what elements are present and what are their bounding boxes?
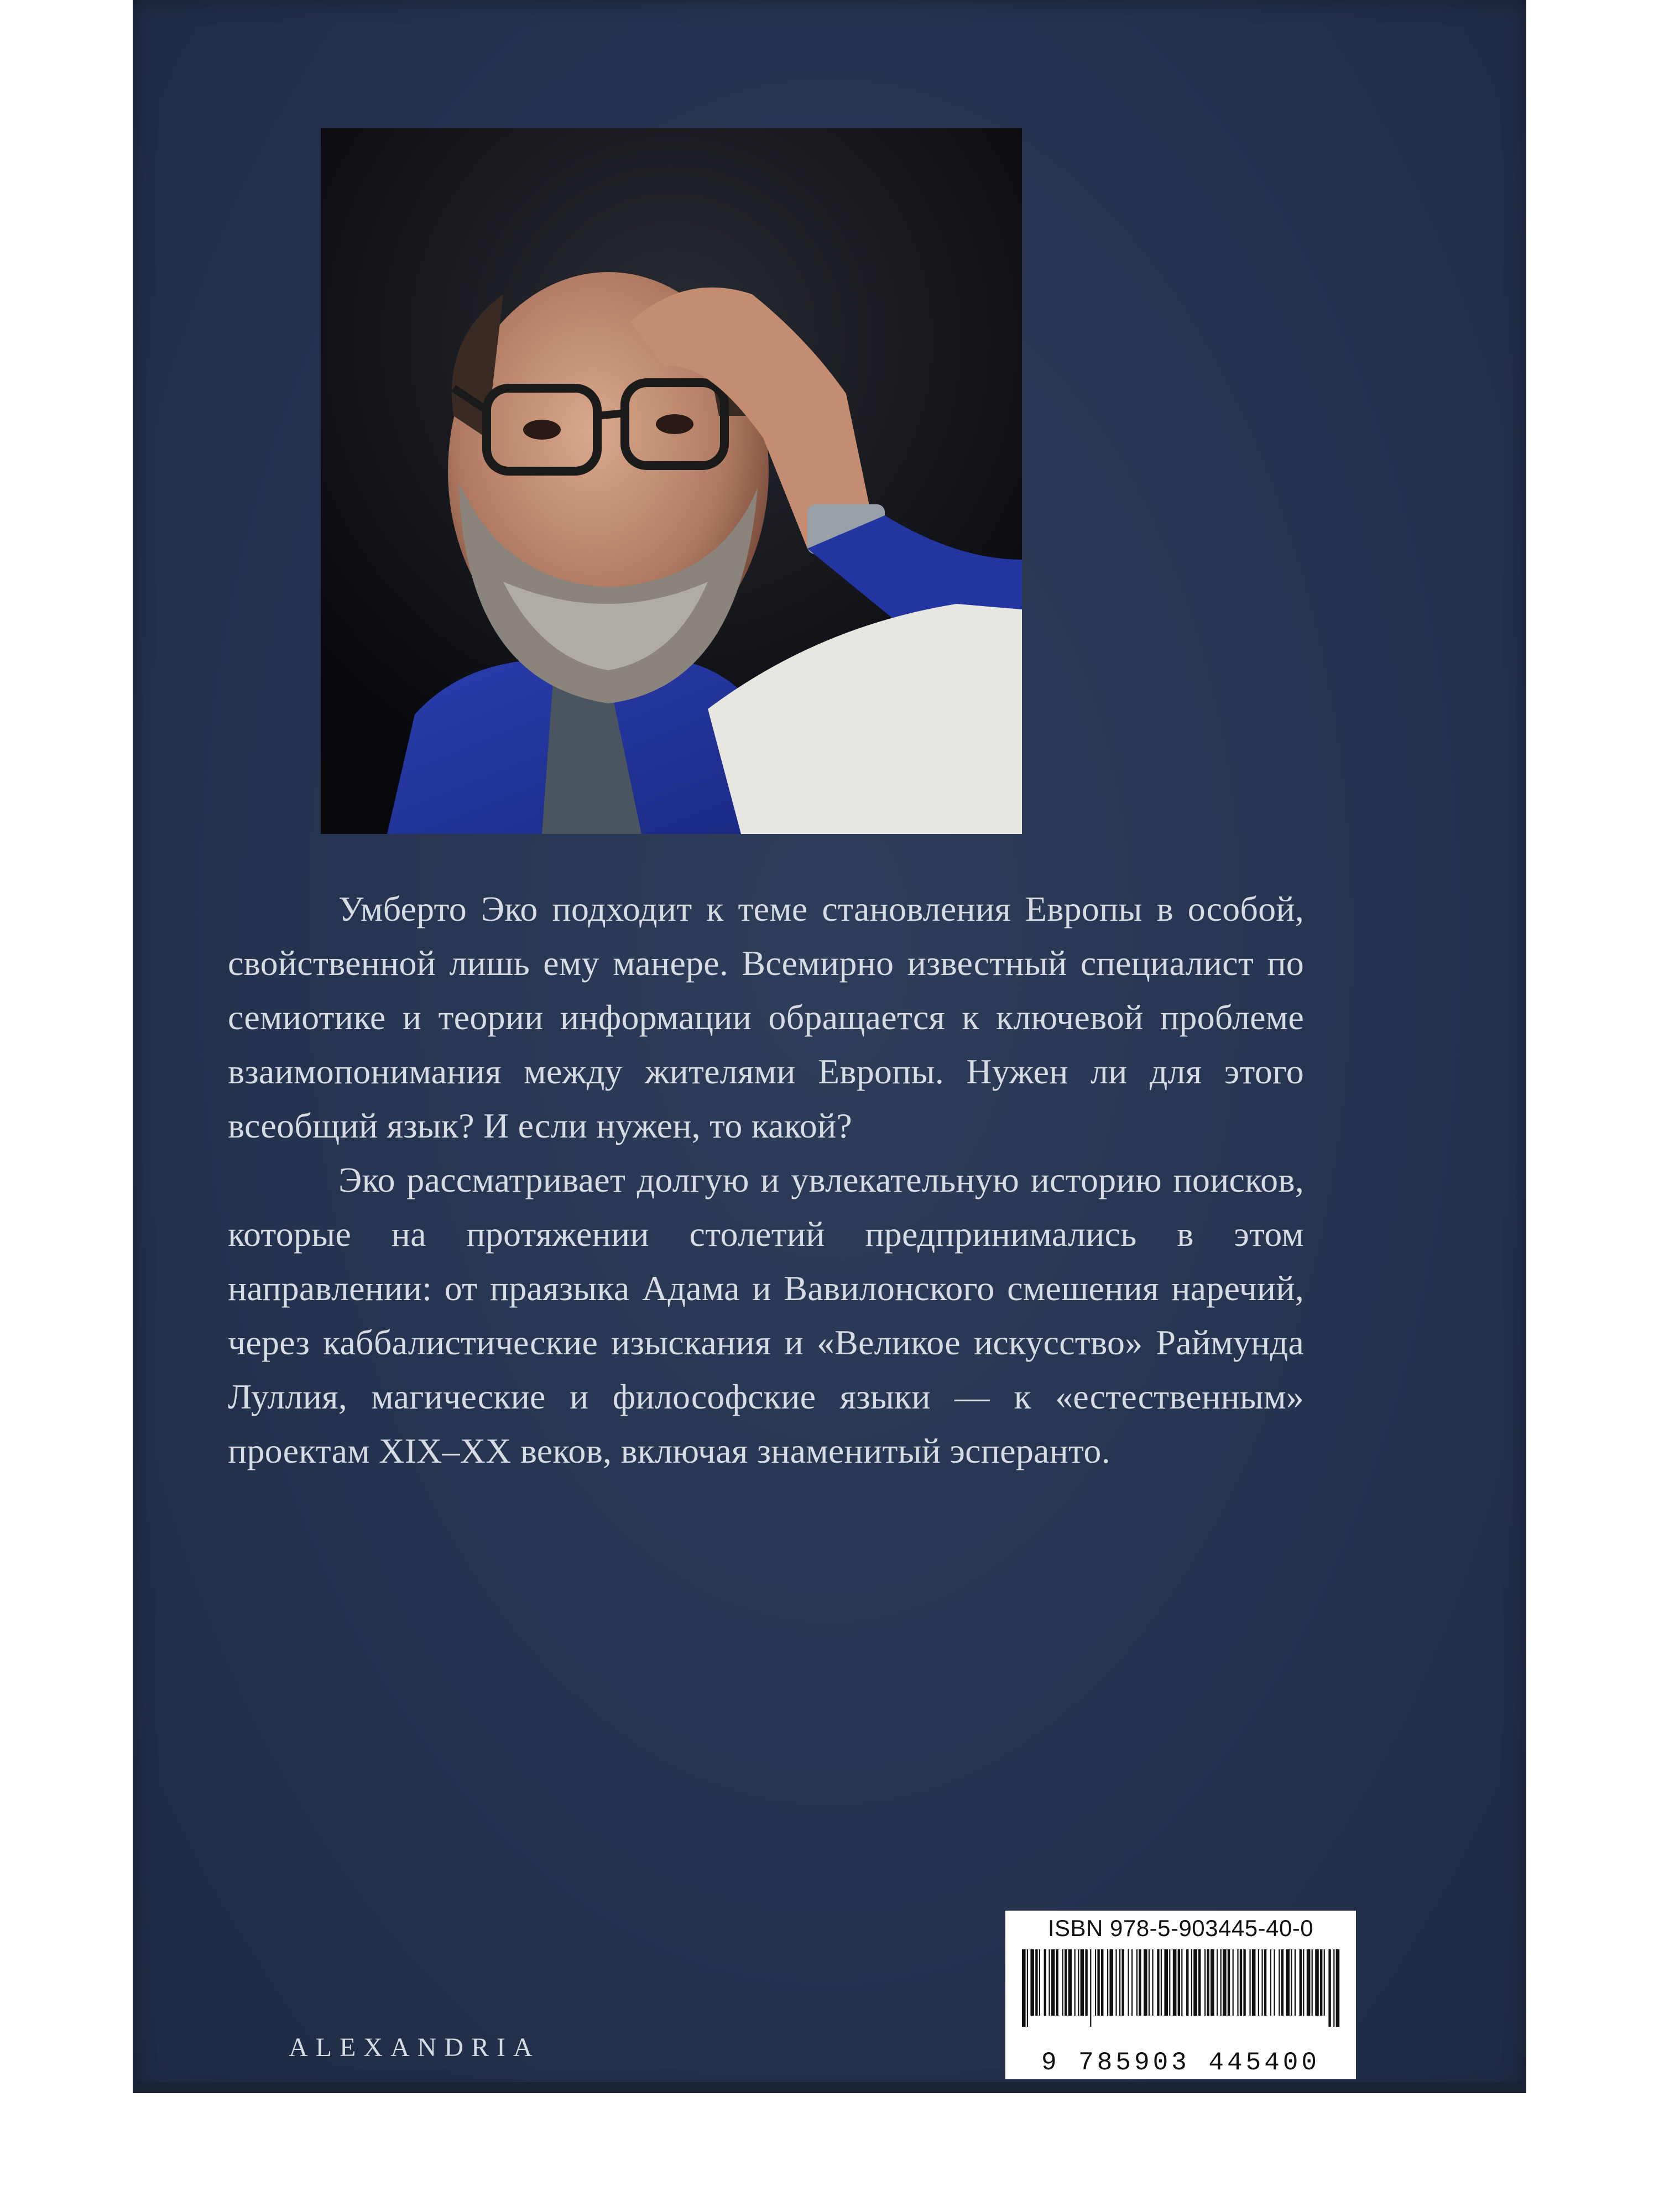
barcode-digits: 9 785903 445400: [1041, 2048, 1321, 2077]
isbn-label: ISBN 978-5-903445-40-0: [1047, 1915, 1314, 1941]
isbn-barcode-block: [1005, 1911, 1356, 2079]
book-description: [228, 882, 1304, 1478]
description-paragraph: Эко рассматривает долгую и увлекательную историю поисков, которые на протяжении столетий предпринимались в этом направлении: от праязыка Адама и Вавилонского смешения наречий, через каббалистические изыскания и «Великое искусство» Раймунда Луллия, магические и философские языки — к «естественным» проектам XIX–XX веков, включая знаменитый эсперанто.: [228, 1160, 1304, 1470]
publisher-name: ALEXANDRIA: [289, 2033, 540, 2062]
author-portrait-icon: [321, 128, 1022, 834]
description-paragraph: Умберто Эко подходит к теме становления Европы в особой, свойственной лишь ему манере. Всемирно известный специалист по семиотике и теории информации обращается к ключевой проблеме взаимопонимания между жителями Европы. Нужен ли для этого всеобщий язык? И если нужен, то какой?: [228, 889, 1304, 1145]
cover-edge: [133, 2082, 1526, 2093]
author-photo: [321, 128, 1022, 834]
barcode-icon: [1018, 1949, 1344, 2048]
